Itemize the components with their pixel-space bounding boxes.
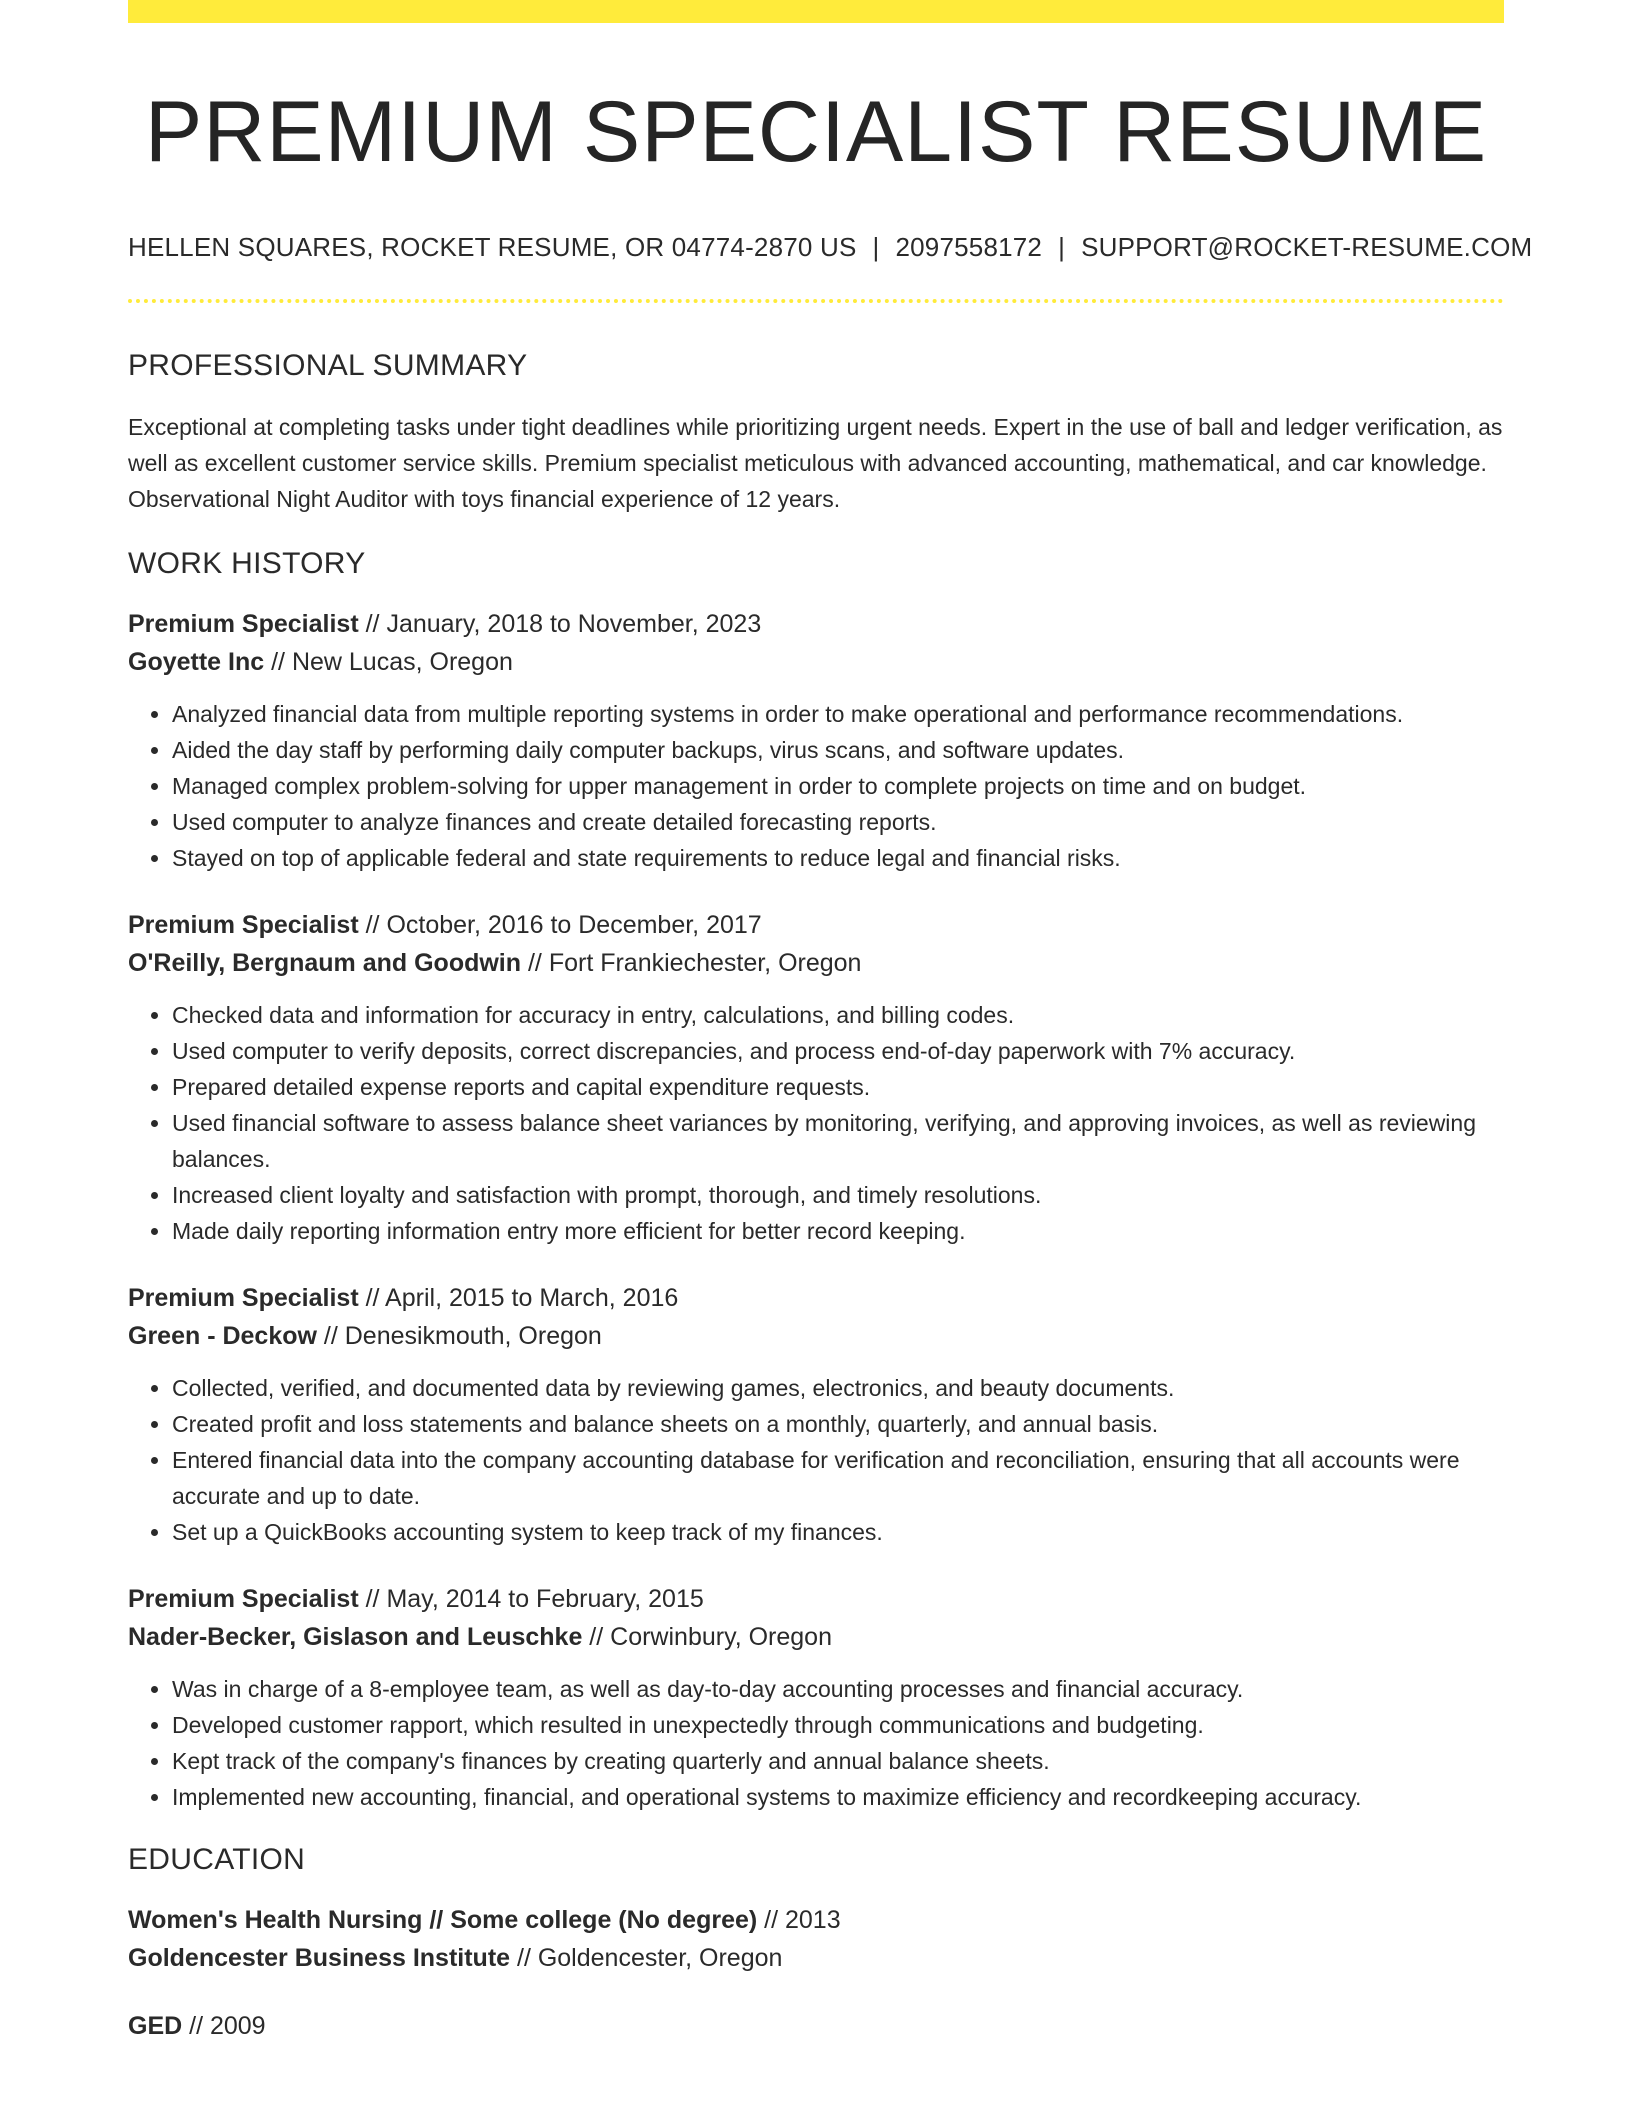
contact-separator: | xyxy=(872,231,880,262)
job-company-line xyxy=(128,1317,1504,1355)
contact-email[interactable]: SUPPORT@ROCKET-RESUME.COM xyxy=(1081,231,1533,262)
education-degree-line xyxy=(128,2007,1504,2045)
job-bullet: • Prepared detailed expense reports and capital expenditure requests. xyxy=(172,1069,1504,1105)
job-dates: // April, 2015 to March, 2016 xyxy=(358,1283,679,1312)
job-company: Goyette Inc xyxy=(128,647,265,676)
job-company-line xyxy=(128,643,1504,681)
summary-text: Exceptional at completing tasks under tight deadlines while prioritizing urgent needs. Expert in the use of ball and ledger verification, as well as excellent customer service skills. Premium specialist meticulous with advanced accounting, mathematical, and car knowledge. Observational Night Auditor with toys financial experience of 12 years. xyxy=(128,413,1503,512)
summary-heading: PROFESSIONAL SUMMARY xyxy=(128,348,528,382)
job-bullet: • Kept track of the company's finances by creating quarterly and annual balance sheets. xyxy=(172,1743,1504,1779)
job-bullet: • Entered financial data into the company accounting database for verification and reconciliation, ensuring that all accounts were accurate and up to date. xyxy=(172,1442,1504,1514)
job-bullet: • Used computer to verify deposits, correct discrepancies, and process end-of-day paperwork with 7% accuracy. xyxy=(172,1033,1504,1069)
job-bullet: • Increased client loyalty and satisfaction with prompt, thorough, and timely resolutions. xyxy=(172,1177,1504,1213)
job-bullet: • Set up a QuickBooks accounting system to keep track of my finances. xyxy=(172,1514,1504,1550)
resume-page xyxy=(128,0,1533,2045)
job-title-line xyxy=(128,1279,1504,1317)
job-location: // Fort Frankiechester, Oregon xyxy=(521,948,862,977)
work-history-heading: WORK HISTORY xyxy=(128,546,366,580)
education-school: Goldencester Business Institute xyxy=(128,1943,511,1972)
job-location: // Corwinbury, Oregon xyxy=(582,1622,832,1651)
education-degree: GED xyxy=(128,2011,183,2040)
job-entry xyxy=(128,906,1504,1249)
job-title-line xyxy=(128,605,1504,643)
job-company: Green - Deckow xyxy=(128,1321,317,1350)
contact-line xyxy=(128,231,1533,263)
job-bullet: • Implemented new accounting, financial, and operational systems to maximize efficiency and recordkeeping accuracy. xyxy=(172,1779,1504,1815)
job-bullets xyxy=(128,1671,1504,1815)
job-bullet: • Stayed on top of applicable federal and state requirements to reduce legal and financial risks. xyxy=(172,840,1504,876)
education-entry xyxy=(128,1901,1504,1977)
job-entry xyxy=(128,605,1504,876)
job-title: Premium Specialist xyxy=(128,609,359,638)
page-title: PREMIUM SPECIALIST RESUME xyxy=(144,84,1488,180)
contact-address: HELLEN SQUARES, ROCKET RESUME, OR 04774-2870 US xyxy=(128,231,857,262)
education-degree-line xyxy=(128,1901,1504,1939)
job-bullet: • Was in charge of a 8-employee team, as well as day-to-day accounting processes and financial accuracy. xyxy=(172,1671,1504,1707)
job-company-line xyxy=(128,944,1504,982)
job-dates: // October, 2016 to December, 2017 xyxy=(358,910,762,939)
job-bullets xyxy=(128,1370,1504,1550)
job-company-line xyxy=(128,1618,1504,1656)
job-bullet: • Managed complex problem-solving for upper management in order to complete projects on time and on budget. xyxy=(172,768,1504,804)
job-location: // Denesikmouth, Oregon xyxy=(316,1321,602,1350)
job-bullet: • Developed customer rapport, which resulted in unexpectedly through communications and budgeting. xyxy=(172,1707,1504,1743)
job-title: Premium Specialist xyxy=(128,1584,359,1613)
job-entry xyxy=(128,1580,1504,1815)
contact-separator: | xyxy=(1058,231,1066,262)
job-bullet: • Aided the day staff by performing daily computer backups, virus scans, and software updates. xyxy=(172,732,1504,768)
education-entry xyxy=(128,2007,1504,2045)
top-accent-bar xyxy=(128,0,1504,23)
job-bullets xyxy=(128,696,1504,876)
education-degree: Women's Health Nursing // Some college (No degree) xyxy=(128,1905,758,1934)
contact-phone: 2097558172 xyxy=(895,231,1043,262)
job-title-line xyxy=(128,1580,1504,1618)
education-school-line xyxy=(128,1939,1504,1977)
job-bullet: • Made daily reporting information entry more efficient for better record keeping. xyxy=(172,1213,1504,1249)
dotted-divider xyxy=(128,299,1504,303)
job-title: Premium Specialist xyxy=(128,1283,359,1312)
education-location: // Goldencester, Oregon xyxy=(510,1943,783,1972)
job-company: O'Reilly, Bergnaum and Goodwin xyxy=(128,948,522,977)
education-year: // 2013 xyxy=(757,1905,841,1934)
job-title: Premium Specialist xyxy=(128,910,359,939)
job-bullet: • Checked data and information for accuracy in entry, calculations, and billing codes. xyxy=(172,997,1504,1033)
job-bullet: • Used computer to analyze finances and create detailed forecasting reports. xyxy=(172,804,1504,840)
job-dates: // May, 2014 to February, 2015 xyxy=(358,1584,704,1613)
job-title-line xyxy=(128,906,1504,944)
job-bullet: • Analyzed financial data from multiple reporting systems in order to make operational and performance recommendations. xyxy=(172,696,1504,732)
education-heading: EDUCATION xyxy=(128,1842,306,1876)
job-location: // New Lucas, Oregon xyxy=(264,647,513,676)
education-year: // 2009 xyxy=(182,2011,266,2040)
job-bullet: • Collected, verified, and documented data by reviewing games, electronics, and beauty documents. xyxy=(172,1370,1504,1406)
job-company: Nader-Becker, Gislason and Leuschke xyxy=(128,1622,583,1651)
job-bullets xyxy=(128,997,1504,1249)
job-bullet: • Created profit and loss statements and balance sheets on a monthly, quarterly, and annual basis. xyxy=(172,1406,1504,1442)
job-entry xyxy=(128,1279,1504,1550)
job-dates: // January, 2018 to November, 2023 xyxy=(358,609,762,638)
job-bullet: • Used financial software to assess balance sheet variances by monitoring, verifying, and approving invoices, as well as reviewing balances. xyxy=(172,1105,1504,1177)
